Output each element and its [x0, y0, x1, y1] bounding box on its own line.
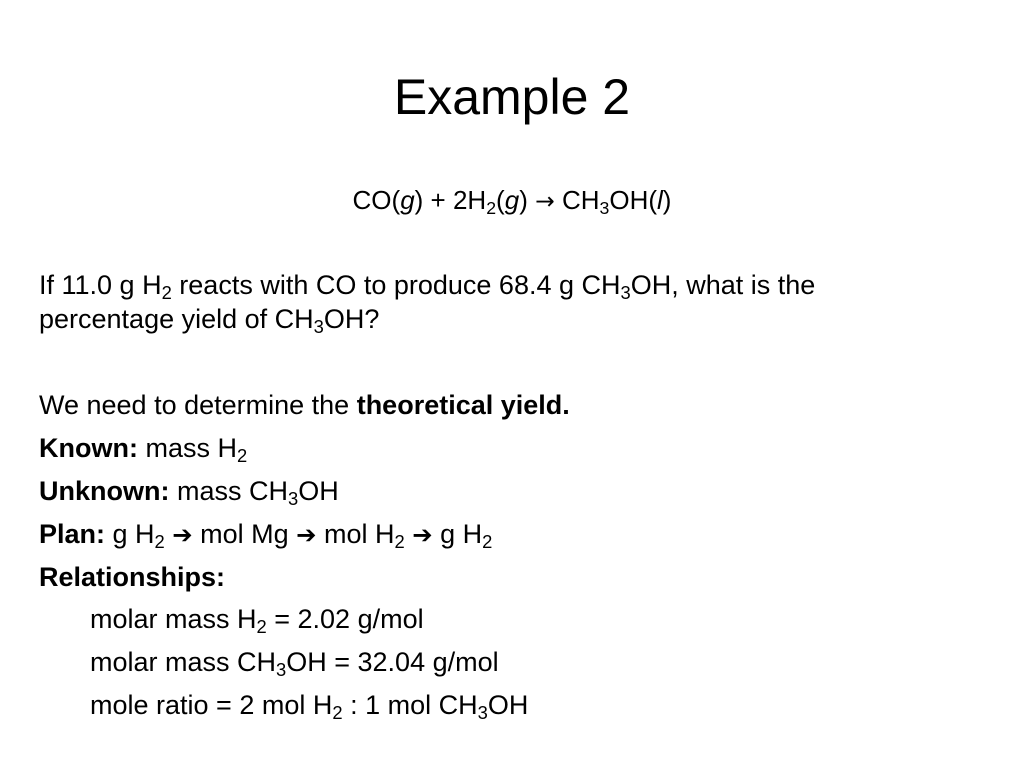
plan-s3: mol H	[316, 519, 395, 549]
need-line	[39, 388, 570, 422]
r3-b: : 1 mol CH	[342, 690, 478, 720]
q1-c: OH, what is the	[630, 270, 816, 300]
q1-b: reacts with CO to produce 68.4 g CH	[171, 270, 621, 300]
unknown-label: Unknown:	[39, 476, 170, 506]
r1-b: = 2.02 g/mol	[266, 604, 424, 634]
eq-open2: (	[496, 185, 505, 215]
plan-sub1: 2	[154, 531, 165, 553]
known-text: mass H	[137, 433, 237, 463]
plan-label: Plan:	[39, 519, 106, 549]
question-line-2	[39, 302, 379, 336]
chemical-equation	[0, 183, 1024, 218]
arrow-right-icon: ➔	[296, 520, 317, 549]
reaction-arrow-icon: →	[535, 187, 555, 215]
q2-sub: 3	[313, 316, 324, 338]
q1-sub2: 3	[620, 282, 631, 304]
plan-line	[39, 517, 492, 552]
r3-sub2: 3	[477, 702, 488, 724]
eq-end: )	[662, 185, 672, 215]
plan-sub3: 2	[394, 531, 405, 553]
eq-sub-3: 3	[599, 197, 610, 218]
q2-b: OH?	[323, 304, 380, 334]
known-line	[39, 431, 247, 465]
q2-a: percentage yield of CH	[39, 304, 314, 334]
plan-s4: g H	[432, 519, 483, 549]
eq-oh: OH(	[609, 185, 658, 215]
plan-s1: g H	[105, 519, 155, 549]
need-bold: theoretical yield.	[356, 390, 570, 420]
unknown-text2: OH	[298, 476, 339, 506]
r1-a: molar mass H	[90, 604, 257, 634]
eq-gas-1: g	[400, 185, 415, 215]
eq-part1: ) + 2H	[414, 185, 487, 215]
r3-c: OH	[487, 690, 529, 720]
question-line-1	[39, 268, 815, 302]
eq-ch: CH	[561, 185, 600, 215]
arrow-right-icon: ➔	[412, 520, 433, 549]
relationships-label-text: Relationships:	[39, 562, 226, 592]
r2-b: OH = 32.04 g/mol	[286, 647, 499, 677]
relationships-label	[39, 560, 225, 594]
plan-sub4: 2	[482, 531, 493, 553]
eq-co: CO(	[352, 185, 401, 215]
unknown-sub: 3	[288, 488, 299, 510]
r3-sub: 2	[332, 702, 343, 724]
known-label: Known:	[39, 433, 138, 463]
unknown-text: mass CH	[169, 476, 288, 506]
relationship-3	[90, 688, 528, 722]
eq-sub-2: 2	[486, 197, 497, 218]
q1-sub: 2	[161, 282, 172, 304]
eq-liquid: l	[657, 185, 663, 215]
eq-gas-2: g	[504, 185, 520, 215]
unknown-line	[39, 474, 339, 508]
plan-s2: mol Mg	[192, 519, 297, 549]
slide-title: Example 2	[393, 69, 631, 125]
r2-a: molar mass CH	[90, 647, 277, 677]
relationship-1	[90, 602, 424, 636]
need-text: We need to determine the	[39, 390, 357, 420]
q1-a: If 11.0 g H	[39, 270, 162, 300]
known-sub: 2	[237, 445, 248, 467]
r3-a: mole ratio = 2 mol H	[90, 690, 333, 720]
relationship-2	[90, 645, 499, 679]
eq-close2: )	[519, 185, 528, 215]
r2-sub: 3	[276, 659, 287, 681]
r1-sub: 2	[256, 616, 267, 638]
arrow-right-icon: ➔	[172, 520, 193, 549]
